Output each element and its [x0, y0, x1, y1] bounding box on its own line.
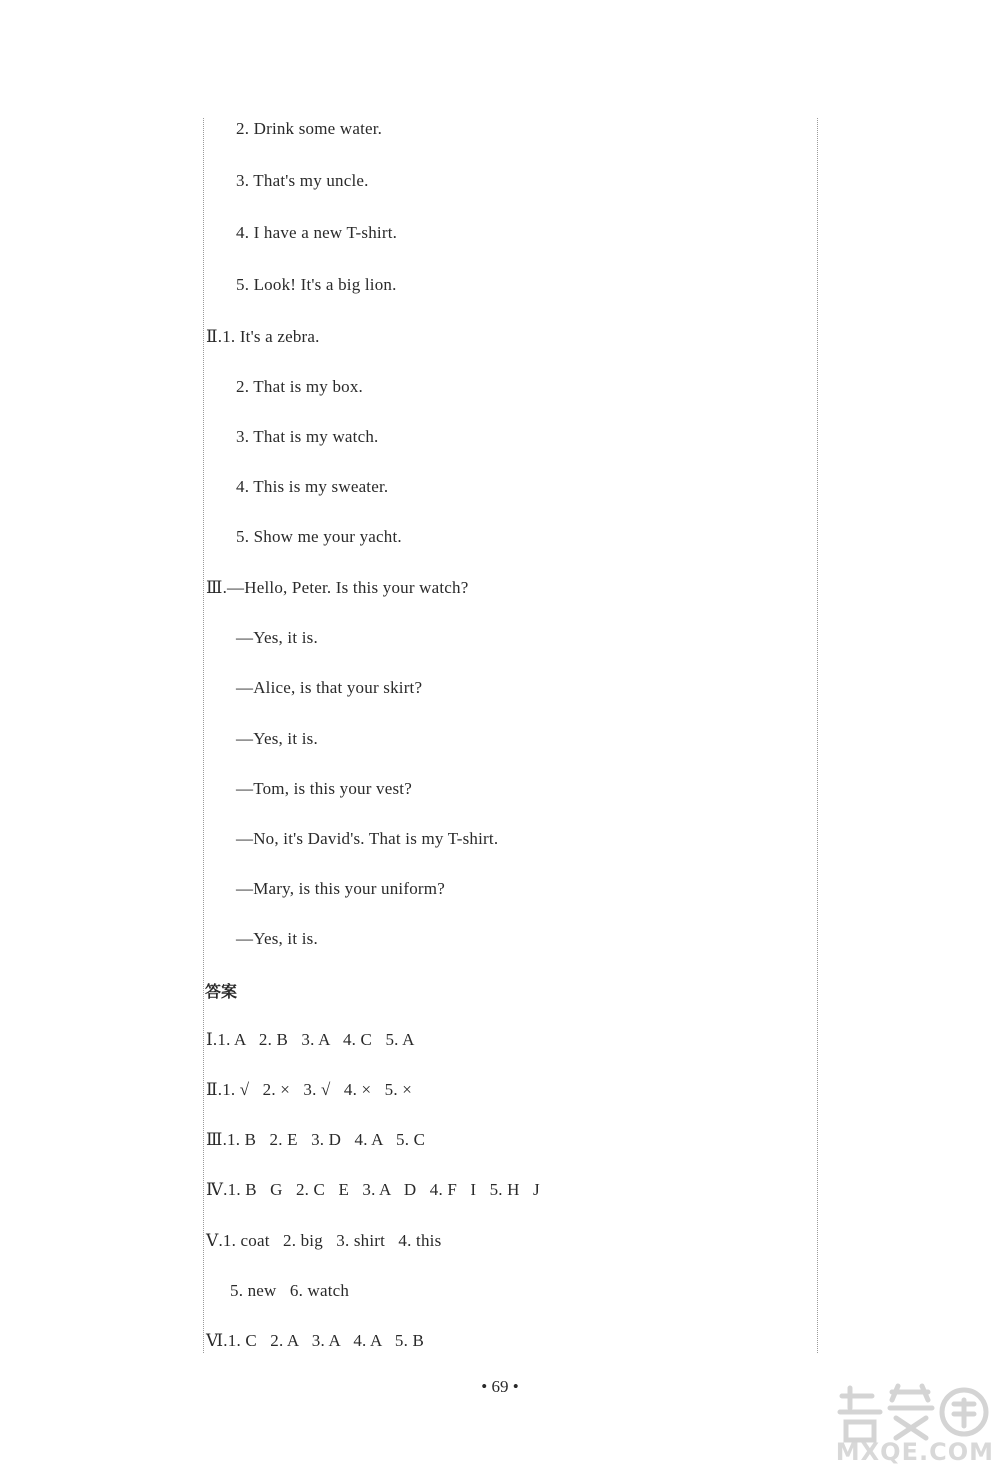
listening-line: 3. That's my uncle.: [236, 171, 369, 190]
answer-line: Ⅳ.1. B G 2. C E 3. A D 4. F I 5. H J: [206, 1180, 540, 1199]
dialogue-line: —Tom, is this your vest?: [236, 779, 412, 798]
dialogue-line: —Yes, it is.: [236, 929, 318, 948]
page-number: • 69 •: [481, 1377, 519, 1396]
listening-line: 4. I have a new T-shirt.: [236, 223, 398, 242]
watermark-text: MXQE.COM: [835, 1438, 994, 1466]
listening-line: 2. Drink some water.: [236, 119, 383, 138]
dialogue-line: —Yes, it is.: [236, 729, 318, 748]
answer-line: 5. new 6. watch: [230, 1281, 350, 1300]
answer-line: Ⅲ.1. B 2. E 3. D 4. A 5. C: [206, 1130, 426, 1149]
section-ii-line: 2. That is my box.: [236, 377, 364, 396]
section-iii-first-line: [206, 578, 469, 598]
section-ii-first-text: 1. It's a zebra.: [222, 327, 320, 346]
dialogue-line: —No, it's David's. That is my T-shirt.: [236, 829, 499, 848]
listening-line: 5. Look! It's a big lion.: [236, 275, 397, 294]
section-ii-line: 4. This is my sweater.: [236, 477, 389, 496]
section-ii-numeral: Ⅱ.: [206, 327, 223, 346]
section-ii-line: 5. Show me your yacht.: [236, 527, 402, 546]
left-margin-rule: [203, 118, 204, 1353]
dialogue-line: —Yes, it is.: [236, 628, 318, 647]
answer-line: Ⅴ.1. coat 2. big 3. shirt 4. this: [206, 1231, 442, 1250]
dialogue-line: —Mary, is this your uniform?: [236, 879, 445, 898]
right-margin-rule: [817, 118, 818, 1353]
section-iii-first-text: —Hello, Peter. Is this your watch?: [227, 578, 469, 597]
section-iii-numeral: Ⅲ.: [206, 578, 228, 597]
section-ii-first-line: [206, 327, 320, 347]
answer-line: Ⅱ.1. √ 2. × 3. √ 4. × 5. ×: [206, 1080, 413, 1099]
answers-heading: 答案: [205, 982, 238, 1001]
section-ii-line: 3. That is my watch.: [236, 427, 379, 446]
dialogue-line: —Alice, is that your skirt?: [236, 678, 423, 697]
answer-line: Ⅰ.1. A 2. B 3. A 4. C 5. A: [206, 1030, 415, 1049]
answer-line: Ⅵ.1. C 2. A 3. A 4. A 5. B: [206, 1331, 425, 1350]
